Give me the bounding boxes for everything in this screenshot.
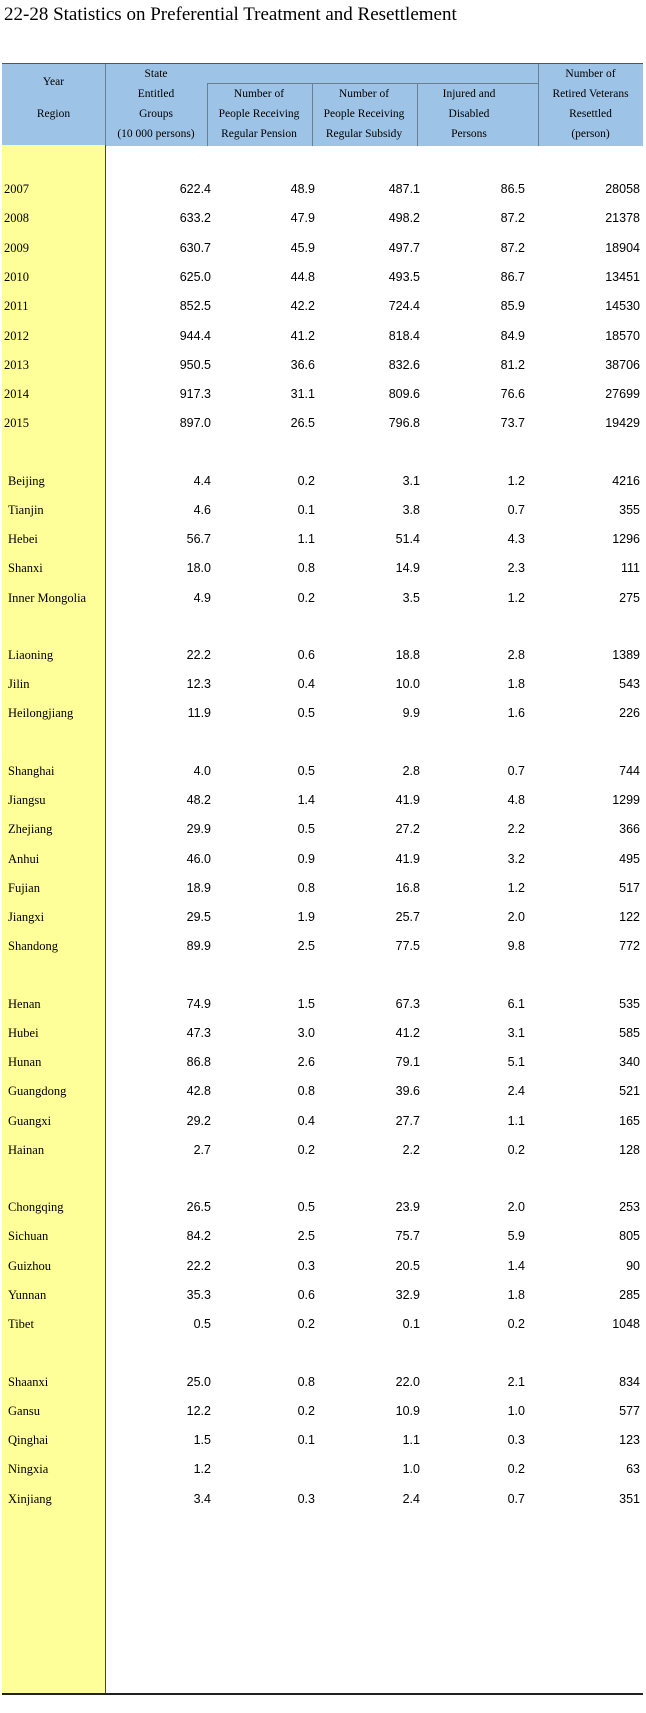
table-cell: 493.5 <box>388 269 420 284</box>
table-cell: 487.1 <box>388 182 420 196</box>
table-cell: 724.4 <box>388 299 420 314</box>
row-label: Hunan <box>8 1055 42 1070</box>
header-col2-line2: People Receiving <box>218 108 300 120</box>
table-cell: 0.1 <box>297 1433 315 1448</box>
row-label: 2010 <box>4 269 29 284</box>
table-cell: 86.7 <box>500 269 525 284</box>
table-cell: 16.8 <box>395 880 420 895</box>
row-label: Chongqing <box>8 1200 64 1215</box>
table-cell: 79.1 <box>395 1055 420 1070</box>
table-cell: 74.9 <box>186 996 211 1011</box>
row-label: Xinjiang <box>8 1491 52 1506</box>
row-label: Jiangsu <box>8 792 46 807</box>
table-cell: 809.6 <box>388 387 420 402</box>
table-header <box>2 63 643 146</box>
table-cell: 2.4 <box>402 1491 420 1506</box>
table-cell: 128 <box>619 1143 640 1158</box>
table-cell: 12.3 <box>186 677 211 692</box>
table-cell: 26.5 <box>186 1200 211 1215</box>
header-regular-subsidy <box>312 64 416 146</box>
table-cell: 6.1 <box>507 996 525 1011</box>
table-cell: 2.1 <box>507 1374 525 1389</box>
table-cell: 41.9 <box>395 792 420 807</box>
table-cell: 3.8 <box>402 502 420 517</box>
table-cell: 1.9 <box>297 910 315 925</box>
row-label: Inner Mongolia <box>8 590 87 605</box>
table-cell: 1.0 <box>507 1403 525 1418</box>
table-cell: 832.6 <box>388 357 420 372</box>
table-cell: 4.0 <box>193 763 211 778</box>
table-cell: 10.9 <box>395 1403 420 1418</box>
table-cell: 41.9 <box>395 851 420 866</box>
row-label: 2008 <box>4 211 29 226</box>
table-cell: 2.3 <box>507 561 525 576</box>
table-cell: 25.0 <box>186 1374 211 1389</box>
header-retired-veterans <box>538 64 643 146</box>
header-col3-line2: People Receiving <box>323 108 405 120</box>
table-cell: 26.5 <box>290 416 315 431</box>
table-cell: 18.0 <box>186 561 211 576</box>
table-cell: 87.2 <box>500 240 525 255</box>
table-cell: 0.3 <box>507 1433 525 1448</box>
row-label: Tianjin <box>8 502 44 517</box>
table-cell: 366 <box>619 822 640 837</box>
table-cell: 834 <box>619 1374 640 1389</box>
header-col1-line3: Groups <box>139 108 173 120</box>
table-cell: 85.9 <box>500 299 525 314</box>
header-year-region <box>2 64 105 146</box>
table-cell: 3.1 <box>402 473 420 488</box>
table-cell: 226 <box>619 706 640 721</box>
table-cell: 0.8 <box>297 880 315 895</box>
header-col5-line4: (person) <box>571 128 610 140</box>
header-divider <box>105 64 106 146</box>
table-cell: 22.0 <box>395 1374 420 1389</box>
table-cell: 852.5 <box>179 299 211 314</box>
table-cell: 1.2 <box>507 590 525 605</box>
table-cell: 0.3 <box>297 1258 315 1273</box>
table-cell: 0.8 <box>297 1084 315 1099</box>
row-label: Liaoning <box>8 647 54 662</box>
table-cell: 4.3 <box>507 532 525 547</box>
table-cell: 2.8 <box>507 647 525 662</box>
table-cell: 5.1 <box>507 1055 525 1070</box>
table-cell: 1.2 <box>507 880 525 895</box>
table-cell: 38706 <box>605 357 640 372</box>
table-cell: 81.2 <box>500 357 525 372</box>
table-cell: 2.4 <box>507 1084 525 1099</box>
table-cell: 1.4 <box>297 792 315 807</box>
header-col2-line1: Number of <box>233 88 285 100</box>
table-cell: 0.6 <box>297 1288 315 1303</box>
table-cell: 0.2 <box>507 1143 525 1158</box>
header-col4-line2: Disabled <box>448 108 490 120</box>
table-cell: 517 <box>619 880 640 895</box>
table-cell: 2.2 <box>507 822 525 837</box>
table-cell: 521 <box>619 1084 640 1099</box>
table-cell: 42.8 <box>186 1084 211 1099</box>
row-label: Qinghai <box>8 1433 49 1448</box>
header-region: Region <box>36 108 71 120</box>
table-cell: 41.2 <box>290 328 315 343</box>
table-cell: 76.6 <box>500 387 525 402</box>
table-cell: 27.7 <box>395 1113 420 1128</box>
table-cell: 44.8 <box>290 269 315 284</box>
table-cell: 0.2 <box>507 1462 525 1477</box>
table-cell: 0.2 <box>507 1317 525 1332</box>
table-cell: 14.9 <box>395 561 420 576</box>
table-cell: 805 <box>619 1229 640 1244</box>
header-injured-disabled <box>417 64 521 146</box>
table-cell: 1299 <box>612 792 640 807</box>
table-cell: 21378 <box>605 211 640 226</box>
table-cell: 1.4 <box>507 1258 525 1273</box>
header-col1-line1: State <box>144 68 168 80</box>
row-label: Fujian <box>8 880 40 895</box>
row-label: Shanghai <box>8 763 55 778</box>
table-cell: 84.9 <box>500 328 525 343</box>
table-cell: 2.0 <box>507 1200 525 1215</box>
table-cell: 45.9 <box>290 240 315 255</box>
row-label: Hubei <box>8 1025 39 1040</box>
table-cell: 1.5 <box>297 996 315 1011</box>
row-label: Shandong <box>8 939 58 954</box>
table-cell: 9.8 <box>507 939 525 954</box>
header-divider <box>538 64 539 146</box>
table-cell: 86.5 <box>500 182 525 196</box>
header-col1-line4: (10 000 persons) <box>117 128 195 140</box>
table-cell: 944.4 <box>179 328 211 343</box>
table-cell: 2.5 <box>297 1229 315 1244</box>
header-col1-line2: Entitled <box>137 88 175 100</box>
table-cell: 543 <box>619 677 640 692</box>
table-cell: 51.4 <box>395 532 420 547</box>
table-cell: 0.4 <box>297 677 315 692</box>
table-cell: 42.2 <box>290 299 315 314</box>
table-cell: 111 <box>620 561 640 576</box>
table-cell: 1.1 <box>507 1113 525 1128</box>
table-cell: 19429 <box>605 416 640 431</box>
table-cell: 47.3 <box>186 1025 211 1040</box>
table-cell: 10.0 <box>395 677 420 692</box>
table-cell: 917.3 <box>179 387 211 402</box>
table-cell: 535 <box>619 996 640 1011</box>
table-cell: 14530 <box>605 299 640 314</box>
table-cell: 4.6 <box>193 502 211 517</box>
row-label: 2007 <box>4 182 29 196</box>
table-cell: 12.2 <box>186 1403 211 1418</box>
table-cell: 41.2 <box>395 1025 420 1040</box>
table-cell: 0.4 <box>297 1113 315 1128</box>
table-cell: 48.2 <box>186 792 211 807</box>
table-cell: 67.3 <box>395 996 420 1011</box>
row-label: Henan <box>8 996 41 1011</box>
table-cell: 340 <box>619 1055 640 1070</box>
row-label: 2009 <box>4 240 29 255</box>
table-cell: 0.5 <box>297 763 315 778</box>
row-label: Shaanxi <box>8 1374 49 1389</box>
table-cell: 796.8 <box>388 416 420 431</box>
table-cell: 2.8 <box>402 763 420 778</box>
table-cell: 46.0 <box>186 851 211 866</box>
table-cell: 77.5 <box>395 939 420 954</box>
table-cell: 39.6 <box>395 1084 420 1099</box>
table-cell: 0.5 <box>297 822 315 837</box>
table-cell: 0.5 <box>193 1317 211 1332</box>
header-col5-line2: Retired Veterans <box>552 88 629 100</box>
row-label: 2012 <box>4 328 29 343</box>
table-cell: 165 <box>619 1113 640 1128</box>
table-cell: 1.5 <box>193 1433 211 1448</box>
table-cell: 950.5 <box>179 357 211 372</box>
row-label: Guangdong <box>8 1084 67 1099</box>
header-subdivider <box>207 83 538 84</box>
row-label: Guizhou <box>8 1258 52 1273</box>
table-cell: 355 <box>619 502 640 517</box>
row-label: Yunnan <box>8 1288 47 1303</box>
table-cell: 48.9 <box>290 182 315 196</box>
row-label: Hebei <box>8 532 38 547</box>
table-cell: 1.1 <box>297 532 315 547</box>
table-cell: 2.0 <box>507 910 525 925</box>
label-column-divider <box>105 145 106 1694</box>
table-cell: 0.8 <box>297 1374 315 1389</box>
row-label: Guangxi <box>8 1113 52 1128</box>
table-cell: 3.1 <box>507 1025 525 1040</box>
header-col4-line1: Injured and <box>442 88 496 100</box>
row-label: Heilongjiang <box>8 706 74 721</box>
table-cell: 0.7 <box>507 763 525 778</box>
row-label: Zhejiang <box>8 822 53 837</box>
table-cell: 22.2 <box>186 1258 211 1273</box>
table-cell: 285 <box>619 1288 640 1303</box>
table-cell: 4.9 <box>193 590 211 605</box>
table-cell: 3.4 <box>193 1491 211 1506</box>
header-state-entitled <box>106 64 206 146</box>
table-cell: 0.2 <box>297 590 315 605</box>
table-cell: 625.0 <box>179 269 211 284</box>
table-cell: 1296 <box>612 532 640 547</box>
table-cell: 23.9 <box>395 1200 420 1215</box>
table-cell: 744 <box>619 763 640 778</box>
row-label: 2013 <box>4 357 29 372</box>
table-cell: 1.2 <box>193 1462 211 1477</box>
table-cell: 32.9 <box>395 1288 420 1303</box>
table-cell: 0.2 <box>297 473 315 488</box>
table-cell: 87.2 <box>500 211 525 226</box>
header-col5-line1: Number of <box>565 68 616 80</box>
table-cell: 0.2 <box>297 1143 315 1158</box>
table-cell: 0.3 <box>297 1491 315 1506</box>
table-cell: 4216 <box>612 473 640 488</box>
row-label: Beijing <box>8 473 45 488</box>
header-regular-pension <box>207 64 311 146</box>
table-cell: 28058 <box>605 182 640 196</box>
table-cell: 122 <box>619 910 640 925</box>
table-cell: 0.7 <box>507 502 525 517</box>
table-cell: 253 <box>619 1200 640 1215</box>
table-cell: 4.4 <box>193 473 211 488</box>
table-cell: 29.2 <box>186 1113 211 1128</box>
row-label: Hainan <box>8 1143 45 1158</box>
table-cell: 18904 <box>605 240 640 255</box>
table-cell: 18570 <box>605 328 640 343</box>
table-cell: 13451 <box>605 269 640 284</box>
table-cell: 897.0 <box>179 416 211 431</box>
table-cell: 3.0 <box>297 1025 315 1040</box>
table-cell: 1.8 <box>507 677 525 692</box>
table-cell: 36.6 <box>290 357 315 372</box>
table-cell: 4.8 <box>507 792 525 807</box>
table-cell: 27.2 <box>395 822 420 837</box>
table-bottom-rule <box>2 1693 643 1695</box>
table-cell: 25.7 <box>395 910 420 925</box>
table-cell: 497.7 <box>388 240 420 255</box>
row-label: Gansu <box>8 1403 40 1418</box>
table-cell: 0.2 <box>297 1317 315 1332</box>
row-label: Shanxi <box>8 561 43 576</box>
table-cell: 1.8 <box>507 1288 525 1303</box>
table-cell: 2.6 <box>297 1055 315 1070</box>
row-label: Tibet <box>8 1317 34 1332</box>
table-cell: 18.9 <box>186 880 211 895</box>
table-cell: 0.5 <box>297 1200 315 1215</box>
table-cell: 1048 <box>612 1317 640 1332</box>
table-cell: 63 <box>626 1462 640 1477</box>
table-cell: 622.4 <box>179 182 211 196</box>
table-cell: 0.9 <box>297 851 315 866</box>
header-col4-line3: Persons <box>451 128 487 140</box>
table-cell: 498.2 <box>388 211 420 226</box>
table-cell: 123 <box>619 1433 640 1448</box>
table-cell: 11.9 <box>187 706 211 721</box>
table-cell: 20.5 <box>395 1258 420 1273</box>
header-col5-line3: Resettled <box>569 108 612 120</box>
table-cell: 0.1 <box>297 502 315 517</box>
header-divider <box>417 84 418 146</box>
table-cell: 0.5 <box>297 706 315 721</box>
table-cell: 29.9 <box>186 822 211 837</box>
table-cell: 1389 <box>612 647 640 662</box>
table-cell: 0.7 <box>507 1491 525 1506</box>
table-cell: 5.9 <box>507 1229 525 1244</box>
table-cell: 577 <box>619 1403 640 1418</box>
row-label: Ningxia <box>8 1462 49 1477</box>
table-cell: 22.2 <box>186 647 211 662</box>
table-cell: 0.2 <box>297 1403 315 1418</box>
table-cell: 3.2 <box>507 851 525 866</box>
table-cell: 585 <box>619 1025 640 1040</box>
table-cell: 772 <box>619 939 640 954</box>
table-cell: 1.6 <box>507 706 525 721</box>
table-cell: 56.7 <box>186 532 211 547</box>
table-cell: 495 <box>619 851 640 866</box>
header-divider <box>207 84 208 146</box>
header-col3-line1: Number of <box>338 88 390 100</box>
table-cell: 2.5 <box>297 939 315 954</box>
table-cell: 1.0 <box>402 1462 420 1477</box>
table-cell: 86.8 <box>186 1055 211 1070</box>
table-cell: 89.9 <box>186 939 211 954</box>
table-cell: 9.9 <box>402 706 420 721</box>
row-label: Jiangxi <box>8 910 45 925</box>
table-cell: 633.2 <box>179 211 211 226</box>
row-label: 2011 <box>4 299 29 314</box>
table-cell: 3.5 <box>402 590 420 605</box>
table-cell: 1.1 <box>402 1433 420 1448</box>
table-cell: 31.1 <box>290 387 315 402</box>
table-cell: 35.3 <box>186 1288 211 1303</box>
table-cell: 2.2 <box>402 1143 420 1158</box>
table-cell: 0.8 <box>297 561 315 576</box>
table-cell: 0.1 <box>402 1317 420 1332</box>
table-cell: 818.4 <box>388 328 420 343</box>
table-cell: 2.7 <box>193 1143 211 1158</box>
table-cell: 0.6 <box>297 647 315 662</box>
row-label: Sichuan <box>8 1229 49 1244</box>
table-cell: 18.8 <box>395 647 420 662</box>
table-cell: 351 <box>619 1491 640 1506</box>
header-year: Year <box>42 76 65 88</box>
table-cell: 73.7 <box>500 416 525 431</box>
row-label: 2015 <box>4 416 29 431</box>
header-col3-line3: Regular Subsidy <box>325 128 403 140</box>
table-cell: 75.7 <box>395 1229 420 1244</box>
row-label: Anhui <box>8 851 40 866</box>
table-cell: 275 <box>619 590 640 605</box>
table-cell: 47.9 <box>290 211 315 226</box>
table-cell: 630.7 <box>179 240 211 255</box>
table-cell: 29.5 <box>186 910 211 925</box>
row-label: Jilin <box>8 677 30 692</box>
header-col2-line3: Regular Pension <box>221 128 297 140</box>
table-cell: 90 <box>626 1258 640 1273</box>
table-cell: 1.2 <box>507 473 525 488</box>
table-cell: 84.2 <box>186 1229 211 1244</box>
table-cell: 27699 <box>605 387 640 402</box>
header-divider <box>312 84 313 146</box>
page-title: 22-28 Statistics on Preferential Treatment and Resettlement <box>4 4 457 25</box>
row-label: 2014 <box>4 387 29 402</box>
